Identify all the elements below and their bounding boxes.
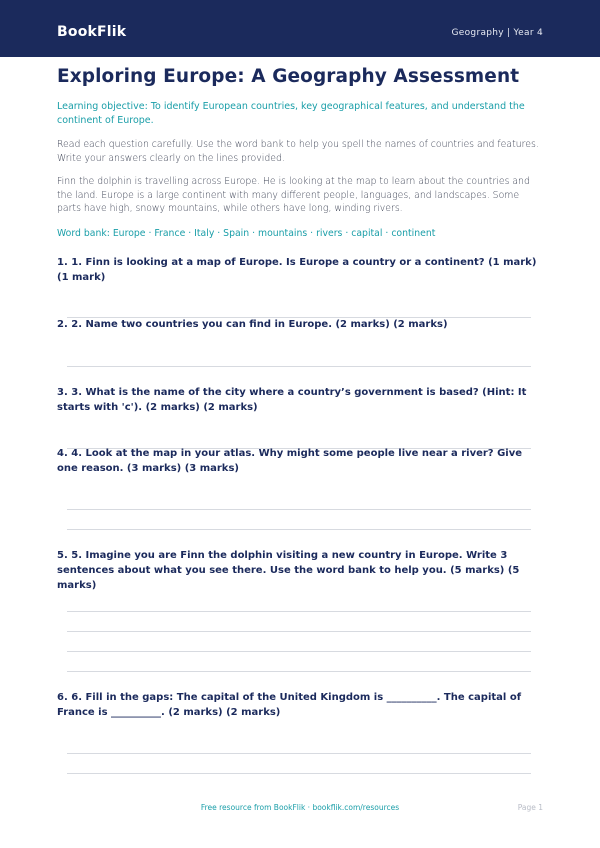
page-title: Exploring Europe: A Geography Assessment xyxy=(57,66,520,87)
answer-line[interactable] xyxy=(67,671,531,672)
question-5: 5. 5. Imagine you are Finn the dolphin visiting a new country in Europe. Write 3 sentences about what you see there. Use the word bank to help you. (5 marks) (5 marks) xyxy=(57,550,520,591)
question-2: 2. 2. Name two countries you can find in Europe. (2 marks) (2 marks) xyxy=(57,319,448,330)
brand-logo: BookFlik xyxy=(57,24,127,40)
learning-objective: Learning objective: To identify European countries, key geographical features, and understand the continent of Europe. xyxy=(57,101,525,126)
answer-line[interactable] xyxy=(67,611,531,612)
subject-year-label: Geography | Year 4 xyxy=(451,28,543,38)
page-header xyxy=(0,0,600,57)
answer-line[interactable] xyxy=(67,631,531,632)
question-3: 3. 3. What is the name of the city where a country’s government is based? (Hint: It starts with 'c'). (2 marks) (2 marks) xyxy=(57,387,527,413)
question-6: 6. 6. Fill in the gaps: The capital of the United Kingdom is __________. The capital of France is __________. (2 marks) (2 marks) xyxy=(57,692,522,718)
answer-line[interactable] xyxy=(67,753,531,754)
word-bank: Word bank: Europe · France · Italy · Spain · mountains · rivers · capital · continent xyxy=(57,227,436,239)
question-1: 1. 1. Finn is looking at a map of Europe. Is Europe a country or a continent? (1 mark) (1 mark) xyxy=(57,257,537,283)
page-number: Page 1 xyxy=(517,803,543,812)
intro-text: Finn the dolphin is travelling across Europe. He is looking at the map to learn about the countries and the land. Europe is a large continent with many different people, languages, and landscapes. Some parts have high, snowy mountains, while others have long, winding rivers. xyxy=(57,176,530,214)
instructions-text: Read each question carefully. Use the word bank to help you spell the names of countries and features. Write your answers clearly on the lines provided. xyxy=(57,139,539,164)
question-4: 4. 4. Look at the map in your atlas. Why might some people live near a river? Give one reason. (3 marks) (3 marks) xyxy=(57,448,523,474)
intro-section xyxy=(57,64,543,239)
answer-line[interactable] xyxy=(67,509,531,510)
answer-line[interactable] xyxy=(67,529,531,530)
footer-link[interactable]: Free resource from BookFlik · bookflik.com/resources xyxy=(200,803,400,812)
answer-line[interactable] xyxy=(67,651,531,652)
answer-line[interactable] xyxy=(67,366,531,367)
answer-line[interactable] xyxy=(67,773,531,774)
